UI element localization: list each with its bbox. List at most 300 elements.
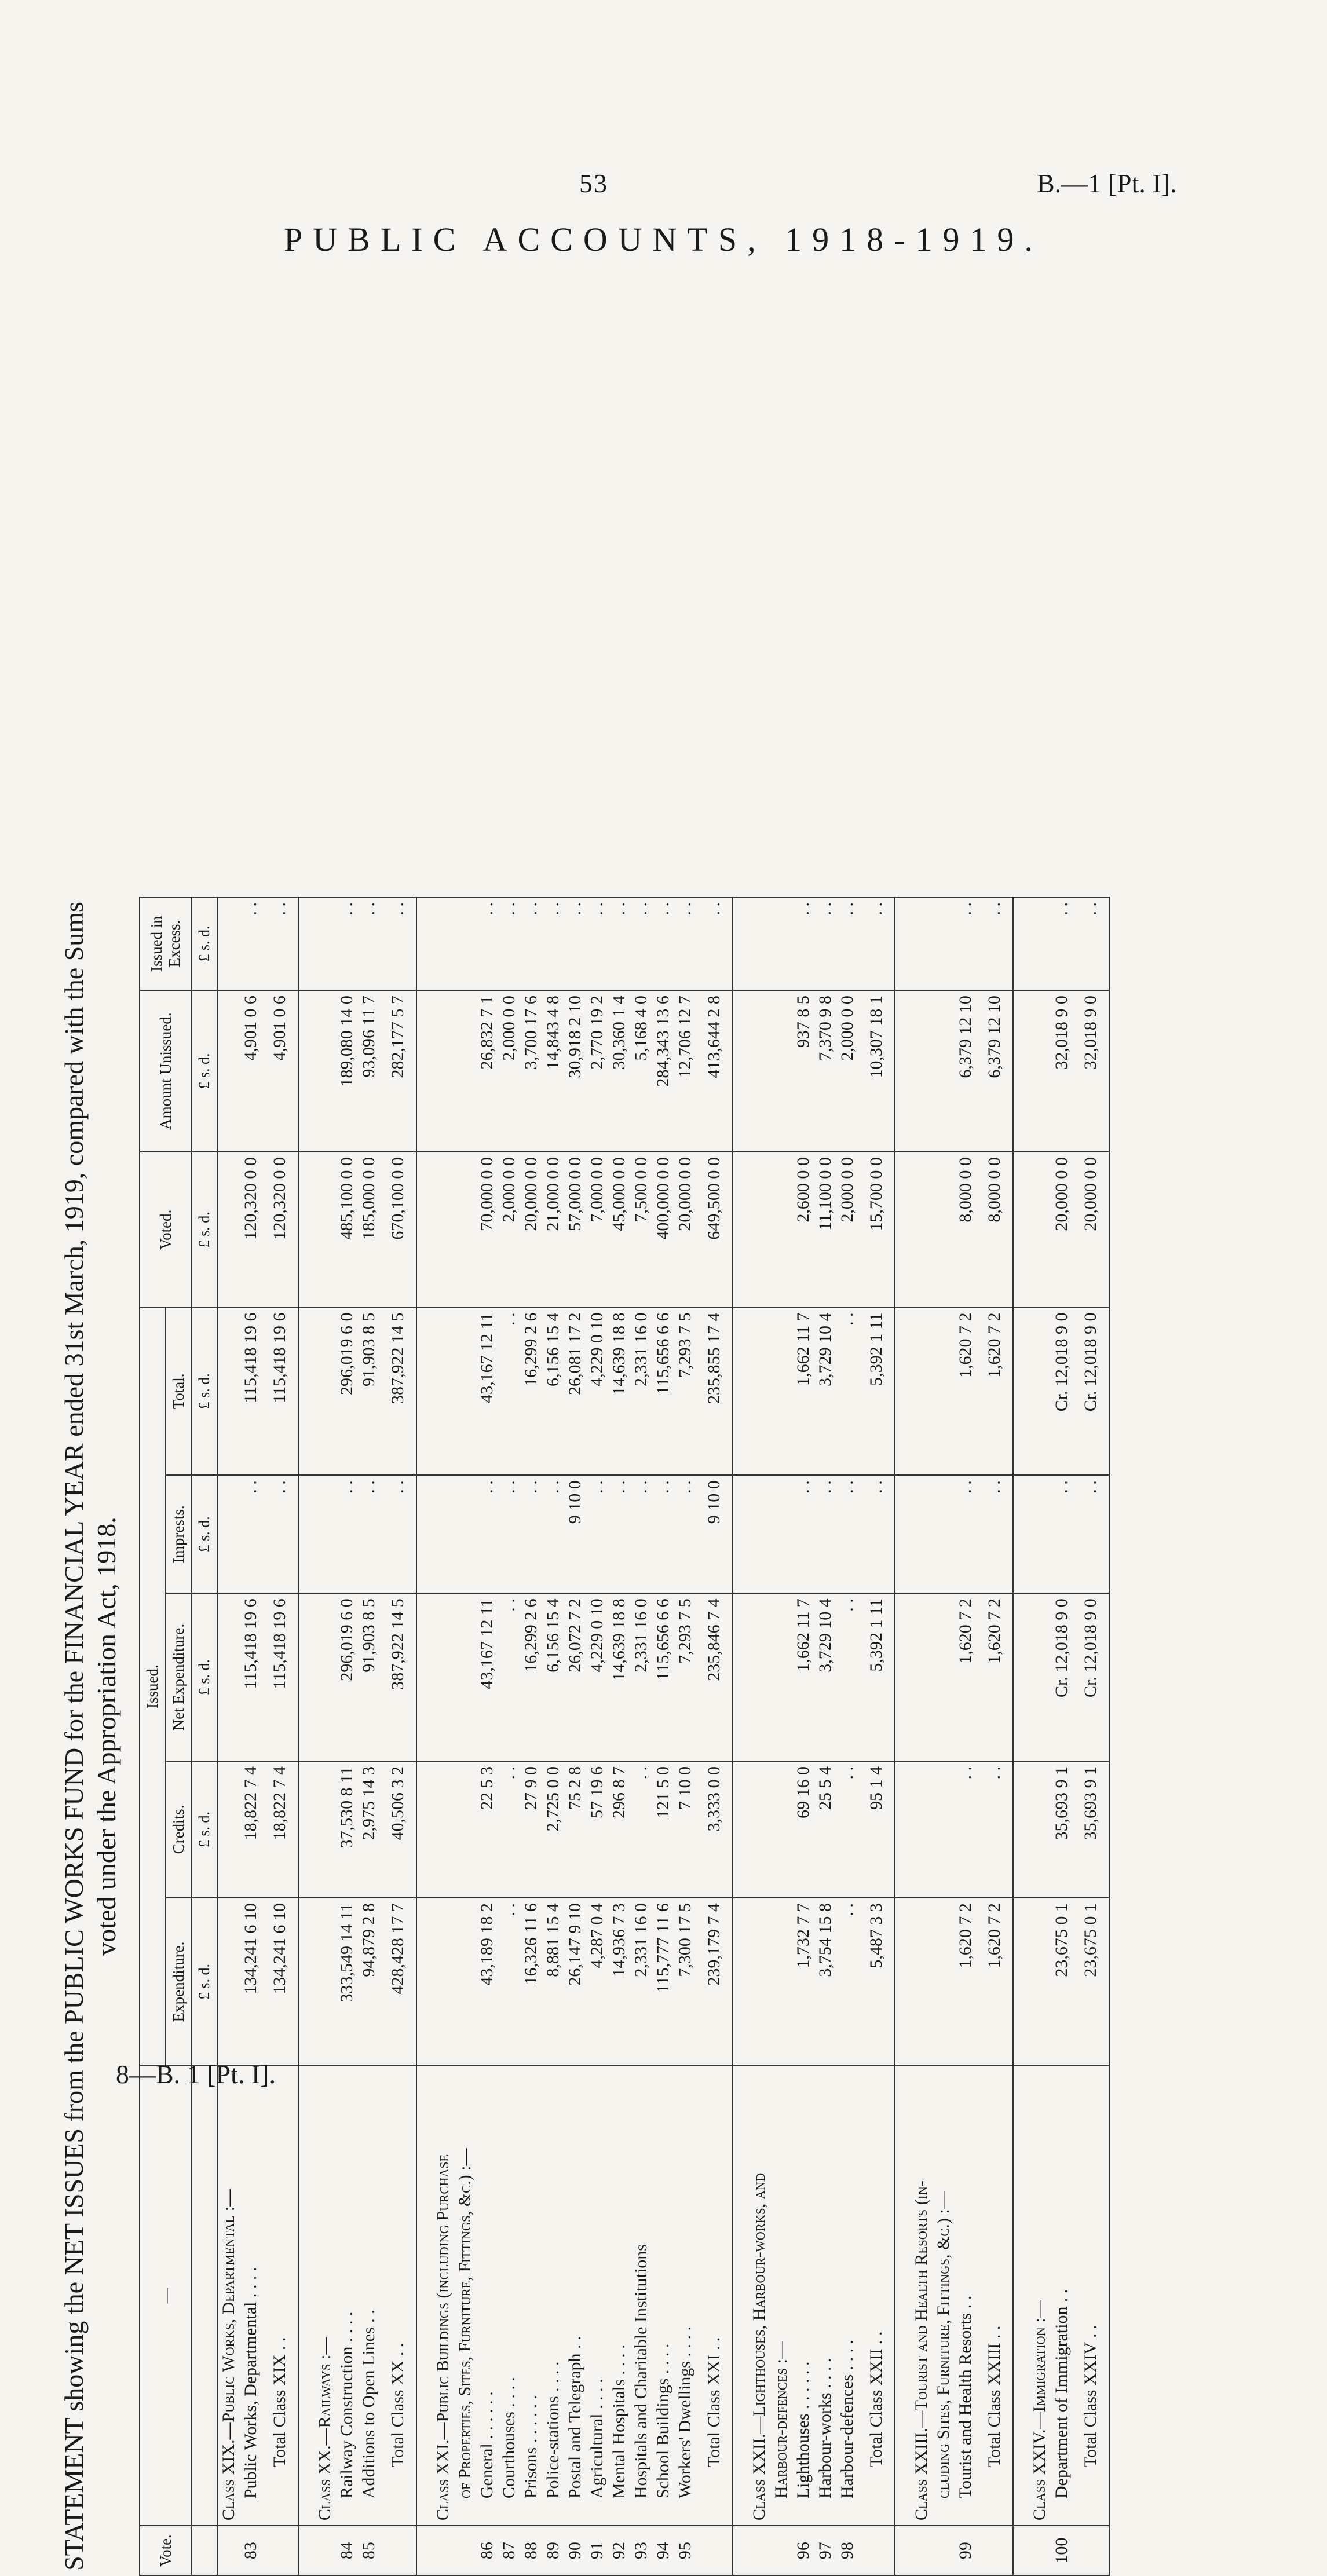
net-expenditure-cell: . .: [498, 1593, 520, 1761]
unissued-cell: 3,700 17 6: [520, 990, 542, 1152]
empty-cell: [770, 990, 792, 1152]
table-row: [608, 897, 630, 2575]
empty-cell: [748, 897, 770, 990]
net-expenditure-cell: . .: [836, 1593, 858, 1761]
class-heading-row: [770, 897, 792, 2575]
table-row: [630, 897, 652, 2575]
spacer-cell: [298, 1475, 314, 1593]
voted-cell: 15,700 0 0: [858, 1152, 895, 1307]
rotated-statement: [58, 897, 1187, 2576]
spacer-cell: [733, 1593, 748, 1761]
vote-number: 99: [955, 2526, 977, 2575]
total-label: Total Class XXIII . .: [977, 2066, 1013, 2526]
unissued-cell: 282,177 5 7: [380, 990, 416, 1152]
excess-cell: . .: [262, 897, 298, 990]
empty-cell: [933, 1898, 955, 2066]
excess-cell: . .: [955, 897, 977, 990]
voted-cell: 120,320 0 0: [240, 1152, 262, 1307]
vote-number: 94: [652, 2526, 674, 2575]
imprests-cell: . .: [792, 1475, 814, 1593]
spacer-cell: [895, 2066, 911, 2526]
empty-cell: [217, 1307, 240, 1475]
credits-cell: 25 5 4: [814, 1761, 836, 1898]
table-row: [674, 897, 696, 2575]
spacer-row: [298, 897, 314, 2575]
unissued-cell: 30,918 2 10: [564, 990, 586, 1152]
unissued-cell: 2,770 19 2: [586, 990, 608, 1152]
net-expenditure-cell: 115,418 19 6: [262, 1593, 298, 1761]
imprests-cell: . .: [674, 1475, 696, 1593]
vote-cell: [432, 2526, 454, 2575]
imprests-cell: . .: [955, 1475, 977, 1593]
imprests-cell: . .: [652, 1475, 674, 1593]
spacer-cell: [298, 990, 314, 1152]
empty-cell: [1029, 1761, 1051, 1898]
voted-cell: 20,000 0 0: [520, 1152, 542, 1307]
class-heading: Class XXII.—Lighthouses, Harbour-works, and: [748, 2066, 770, 2526]
spacer-cell: [895, 2526, 911, 2575]
imprests-cell: . .: [336, 1475, 358, 1593]
total-cell: . .: [498, 1307, 520, 1475]
unissued-cell: 937 8 5: [792, 990, 814, 1152]
voted-cell: 20,000 0 0: [674, 1152, 696, 1307]
spacer-cell: [1013, 1152, 1029, 1307]
empty-cell: [432, 1152, 454, 1307]
net-expenditure-cell: 7,293 7 5: [674, 1593, 696, 1761]
credits-cell: 75 2 8: [564, 1761, 586, 1898]
item-description: Agricultural . . . .: [586, 2066, 608, 2526]
spacer-cell: [416, 2526, 432, 2575]
total-row: [977, 897, 1013, 2575]
empty-cell: [933, 897, 955, 990]
item-description: Prisons . . . . . .: [520, 2066, 542, 2526]
excess-cell: . .: [336, 897, 358, 990]
expenditure-cell: 1,620 7 2: [977, 1898, 1013, 2066]
expenditure-cell: 1,732 7 7: [792, 1898, 814, 2066]
credits-cell: 2,725 0 0: [542, 1761, 564, 1898]
total-cell: 1,620 7 2: [977, 1307, 1013, 1475]
spacer-cell: [416, 1898, 432, 2066]
vote-number: [380, 2526, 416, 2575]
imprests-cell: . .: [836, 1475, 858, 1593]
table-row: [955, 897, 977, 2575]
empty-cell: [454, 1475, 476, 1593]
total-cell: 387,922 14 5: [380, 1307, 416, 1475]
empty-cell: [432, 1761, 454, 1898]
empty-cell: [314, 897, 336, 990]
spacer-cell: [1013, 897, 1029, 990]
vote-number: 100: [1051, 2526, 1073, 2575]
total-cell: . .: [836, 1307, 858, 1475]
excess-cell: . .: [358, 897, 380, 990]
empty-cell: [432, 1475, 454, 1593]
table-row: [476, 897, 498, 2575]
item-description: Department of Immigration . .: [1051, 2066, 1073, 2526]
voted-cell: 670,100 0 0: [380, 1152, 416, 1307]
credits-cell: 18,822 7 4: [240, 1761, 262, 1898]
table-row: [1051, 897, 1073, 2575]
excess-cell: . .: [792, 897, 814, 990]
imprests-cell: . .: [858, 1475, 895, 1593]
total-cell: 16,299 2 6: [520, 1307, 542, 1475]
empty-cell: [314, 1593, 336, 1761]
empty-cell: [454, 1307, 476, 1475]
imprests-cell: . .: [586, 1475, 608, 1593]
total-cell: 115,656 6 6: [652, 1307, 674, 1475]
vote-cell: [770, 2526, 792, 2575]
item-description: Harbour-works . . . .: [814, 2066, 836, 2526]
net-expenditure-cell: 235,846 7 4: [696, 1593, 733, 1761]
total-cell: 115,418 19 6: [240, 1307, 262, 1475]
voted-cell: 70,000 0 0: [476, 1152, 498, 1307]
spacer-cell: [895, 1307, 911, 1475]
spacer-cell: [895, 990, 911, 1152]
class-heading-row: [911, 897, 933, 2575]
item-description: Hospitals and Charitable Institutions: [630, 2066, 652, 2526]
credits-cell: . .: [498, 1761, 520, 1898]
excess-cell: . .: [476, 897, 498, 990]
excess-cell: . .: [836, 897, 858, 990]
excess-cell: . .: [858, 897, 895, 990]
vote-number: 89: [542, 2526, 564, 2575]
side-note: 8—B. 1 [Pt. I].: [116, 2059, 276, 2089]
vote-number: 96: [792, 2526, 814, 2575]
empty-cell: [911, 990, 933, 1152]
total-cell: 26,081 17 2: [564, 1307, 586, 1475]
voted-cell: 7,000 0 0: [586, 1152, 608, 1307]
excess-cell: . .: [814, 897, 836, 990]
item-description: School Buildings . . . .: [652, 2066, 674, 2526]
total-cell: 296,019 6 0: [336, 1307, 358, 1475]
class-heading-row: [1029, 897, 1051, 2575]
spacer-cell: [298, 1761, 314, 1898]
voted-cell: 45,000 0 0: [608, 1152, 630, 1307]
vote-cell: [314, 2526, 336, 2575]
excess-cell: . .: [498, 897, 520, 990]
empty-cell: [933, 1152, 955, 1307]
excess-cell: . .: [1051, 897, 1073, 990]
spacer-row: [895, 897, 911, 2575]
unissued-cell: 2,000 0 0: [498, 990, 520, 1152]
spacer-row: [1013, 897, 1029, 2575]
header-net-expenditure: Net Expenditure.: [166, 1593, 192, 1761]
vote-number: 84: [336, 2526, 358, 2575]
empty-cell: [933, 990, 955, 1152]
net-expenditure-cell: 1,620 7 2: [977, 1593, 1013, 1761]
total-row: [380, 897, 416, 2575]
unissued-cell: 6,379 12 10: [977, 990, 1013, 1152]
vote-cell: [217, 2526, 240, 2575]
unissued-cell: 2,000 0 0: [836, 990, 858, 1152]
empty-cell: [911, 1593, 933, 1761]
voted-cell: 185,000 0 0: [358, 1152, 380, 1307]
unissued-cell: 10,307 18 1: [858, 990, 895, 1152]
class-heading: of Properties, Sites, Furniture, Fittings, &c.) :—: [454, 2066, 476, 2526]
unissued-cell: 12,706 12 7: [674, 990, 696, 1152]
vote-cell: [454, 2526, 476, 2575]
empty-cell: [454, 1898, 476, 2066]
empty-cell: [432, 1307, 454, 1475]
unissued-cell: 413,644 2 8: [696, 990, 733, 1152]
expenditure-cell: 23,675 0 1: [1051, 1898, 1073, 2066]
header-voted: Voted.: [140, 1152, 192, 1307]
empty-cell: [770, 897, 792, 990]
credits-cell: . .: [955, 1761, 977, 1898]
page-number: 53: [579, 169, 608, 198]
spacer-cell: [733, 1761, 748, 1898]
unissued-cell: 26,832 7 1: [476, 990, 498, 1152]
excess-cell: . .: [520, 897, 542, 990]
credits-cell: . .: [630, 1761, 652, 1898]
voted-cell: 57,000 0 0: [564, 1152, 586, 1307]
credits-cell: 40,506 3 2: [380, 1761, 416, 1898]
class-heading: cluding Sites, Furniture, Fittings, &c.) :—: [933, 2066, 955, 2526]
expenditure-cell: . .: [836, 1898, 858, 2066]
table-row: [652, 897, 674, 2575]
voted-cell: 2,000 0 0: [836, 1152, 858, 1307]
total-cell: 91,903 8 5: [358, 1307, 380, 1475]
vote-number: [977, 2526, 1013, 2575]
voted-cell: 8,000 0 0: [955, 1152, 977, 1307]
table-row: [792, 897, 814, 2575]
class-heading-row: [748, 897, 770, 2575]
spacer-cell: [895, 897, 911, 990]
empty-cell: [217, 1898, 240, 2066]
vote-number: [1073, 2526, 1109, 2575]
total-cell: 1,620 7 2: [955, 1307, 977, 1475]
table-row: [542, 897, 564, 2575]
statement-heading: [58, 897, 123, 2576]
empty-cell: [1029, 1475, 1051, 1593]
item-description: Police-stations . . . .: [542, 2066, 564, 2526]
net-expenditure-cell: 91,903 8 5: [358, 1593, 380, 1761]
unissued-cell: 7,370 9 8: [814, 990, 836, 1152]
empty-cell: [770, 1152, 792, 1307]
net-expenditure-cell: 14,639 18 8: [608, 1593, 630, 1761]
spacer-cell: [895, 1898, 911, 2066]
credits-cell: 18,822 7 4: [262, 1761, 298, 1898]
total-cell: Cr. 12,018 9 0: [1073, 1307, 1109, 1475]
imprests-cell: . .: [358, 1475, 380, 1593]
vote-number: 87: [498, 2526, 520, 2575]
header-issued: Issued.: [140, 1307, 166, 2065]
total-row: [1073, 897, 1109, 2575]
units-cell: £ s. d.: [192, 1152, 217, 1307]
expenditure-cell: 2,331 16 0: [630, 1898, 652, 2066]
credits-cell: 7 10 0: [674, 1761, 696, 1898]
class-heading-row: [432, 897, 454, 2575]
header-credits: Credits.: [166, 1761, 192, 1898]
expenditure-cell: 94,879 2 8: [358, 1898, 380, 2066]
unissued-cell: 189,080 14 0: [336, 990, 358, 1152]
imprests-cell: . .: [476, 1475, 498, 1593]
excess-cell: . .: [977, 897, 1013, 990]
unissued-cell: 32,018 9 0: [1073, 990, 1109, 1152]
total-row: [262, 897, 298, 2575]
spacer-cell: [895, 1593, 911, 1761]
vote-number: 97: [814, 2526, 836, 2575]
net-expenditure-cell: 3,729 10 4: [814, 1593, 836, 1761]
empty-cell: [454, 1593, 476, 1761]
empty-cell: [454, 1152, 476, 1307]
voted-cell: 2,000 0 0: [498, 1152, 520, 1307]
total-row: [696, 897, 733, 2575]
total-label: Total Class XXIV . .: [1073, 2066, 1109, 2526]
net-expenditure-cell: Cr. 12,018 9 0: [1051, 1593, 1073, 1761]
spacer-cell: [416, 1475, 432, 1593]
credits-cell: 35,693 9 1: [1051, 1761, 1073, 1898]
empty-cell: [1029, 1152, 1051, 1307]
empty-cell: [432, 990, 454, 1152]
expenditure-cell: 43,189 18 2: [476, 1898, 498, 2066]
expenditure-cell: 8,881 15 4: [542, 1898, 564, 2066]
imprests-cell: . .: [814, 1475, 836, 1593]
empty-cell: [432, 897, 454, 990]
spacer-cell: [298, 1898, 314, 2066]
spacer-cell: [298, 2066, 314, 2526]
net-expenditure-cell: 1,620 7 2: [955, 1593, 977, 1761]
total-row: [858, 897, 895, 2575]
credits-cell: 27 9 0: [520, 1761, 542, 1898]
total-cell: 4,229 0 10: [586, 1307, 608, 1475]
expenditure-cell: 7,300 17 5: [674, 1898, 696, 2066]
item-description: Lighthouses . . . . . .: [792, 2066, 814, 2526]
spacer-cell: [1013, 1761, 1029, 1898]
imprests-cell: . .: [630, 1475, 652, 1593]
excess-cell: . .: [630, 897, 652, 990]
expenditure-cell: 4,287 0 4: [586, 1898, 608, 2066]
header-imprests: Imprests.: [166, 1475, 192, 1593]
table-row: [498, 897, 520, 2575]
units-cell: £ s. d.: [192, 1898, 217, 2066]
expenditure-cell: 5,487 3 3: [858, 1898, 895, 2066]
vote-number: 95: [674, 2526, 696, 2575]
expenditure-cell: 428,428 17 7: [380, 1898, 416, 2066]
credits-cell: 121 5 0: [652, 1761, 674, 1898]
empty-cell: [911, 1761, 933, 1898]
imprests-cell: . .: [520, 1475, 542, 1593]
table-row: [336, 897, 358, 2575]
empty-cell: [911, 1898, 933, 2066]
empty-cell: [933, 1761, 955, 1898]
voted-cell: 485,100 0 0: [336, 1152, 358, 1307]
spacer-cell: [1013, 2066, 1029, 2526]
empty-cell: [217, 897, 240, 990]
net-expenditure-cell: 115,418 19 6: [240, 1593, 262, 1761]
vote-number: 92: [608, 2526, 630, 2575]
vote-number: 98: [836, 2526, 858, 2575]
credits-cell: 296 8 7: [608, 1761, 630, 1898]
net-expenditure-cell: 115,656 6 6: [652, 1593, 674, 1761]
expenditure-cell: 23,675 0 1: [1073, 1898, 1109, 2066]
unissued-cell: 6,379 12 10: [955, 990, 977, 1152]
class-heading: Class XXIII.—Tourist and Health Resorts (in-: [911, 2066, 933, 2526]
total-label: Total Class XXI . .: [696, 2066, 733, 2526]
voted-cell: 649,500 0 0: [696, 1152, 733, 1307]
item-description: Courthouses . . . .: [498, 2066, 520, 2526]
empty-cell: [314, 990, 336, 1152]
net-expenditure-cell: Cr. 12,018 9 0: [1073, 1593, 1109, 1761]
spacer-cell: [1013, 1593, 1029, 1761]
spacer-cell: [416, 990, 432, 1152]
header-vote: Vote.: [140, 2526, 192, 2575]
empty-cell: [748, 990, 770, 1152]
expenditure-cell: 115,777 11 6: [652, 1898, 674, 2066]
vote-number: 83: [240, 2526, 262, 2575]
total-cell: 235,855 17 4: [696, 1307, 733, 1475]
total-cell: Cr. 12,018 9 0: [1051, 1307, 1073, 1475]
total-label: Total Class XIX . .: [262, 2066, 298, 2526]
net-expenditure-cell: 43,167 12 11: [476, 1593, 498, 1761]
empty-cell: [1029, 990, 1051, 1152]
excess-cell: . .: [564, 897, 586, 990]
spacer-cell: [895, 1152, 911, 1307]
imprests-cell: 9 10 0: [696, 1475, 733, 1593]
imprests-cell: . .: [542, 1475, 564, 1593]
expenditure-cell: 239,179 7 4: [696, 1898, 733, 2066]
empty-cell: [911, 1152, 933, 1307]
class-heading-row: [314, 897, 336, 2575]
net-expenditure-cell: 26,072 7 2: [564, 1593, 586, 1761]
unissued-cell: 32,018 9 0: [1051, 990, 1073, 1152]
vote-cell: [1029, 2526, 1051, 2575]
excess-cell: . .: [608, 897, 630, 990]
total-cell: 14,639 18 8: [608, 1307, 630, 1475]
spacer-cell: [733, 2066, 748, 2526]
table-row: [836, 897, 858, 2575]
unissued-cell: 4,901 0 6: [262, 990, 298, 1152]
imprests-cell: . .: [1073, 1475, 1109, 1593]
empty-cell: [933, 1593, 955, 1761]
total-cell: 7,293 7 5: [674, 1307, 696, 1475]
credits-cell: 22 5 3: [476, 1761, 498, 1898]
empty-cell: [748, 1475, 770, 1593]
table-row: [240, 897, 262, 2575]
unissued-cell: 4,901 0 6: [240, 990, 262, 1152]
empty-cell: [1029, 897, 1051, 990]
total-cell: 5,392 1 11: [858, 1307, 895, 1475]
header-total: Total.: [166, 1307, 192, 1475]
total-cell: 43,167 12 11: [476, 1307, 498, 1475]
spacer-cell: [733, 1152, 748, 1307]
empty-cell: [1029, 1593, 1051, 1761]
vote-number: 93: [630, 2526, 652, 2575]
voted-cell: 2,600 0 0: [792, 1152, 814, 1307]
voted-cell: 20,000 0 0: [1051, 1152, 1073, 1307]
expenditure-cell: 14,936 7 3: [608, 1898, 630, 2066]
header-unissued: Amount Unissued.: [140, 990, 192, 1152]
empty-cell: [454, 897, 476, 990]
spacer-cell: [733, 1307, 748, 1475]
excess-cell: . .: [240, 897, 262, 990]
empty-cell: [748, 1307, 770, 1475]
net-expenditure-cell: 387,922 14 5: [380, 1593, 416, 1761]
credits-cell: 35,693 9 1: [1073, 1761, 1109, 1898]
expenditure-cell: 333,549 14 11: [336, 1898, 358, 2066]
credits-cell: 95 1 4: [858, 1761, 895, 1898]
spacer-cell: [298, 1307, 314, 1475]
credits-cell: 37,530 8 11: [336, 1761, 358, 1898]
imprests-cell: 9 10 0: [564, 1475, 586, 1593]
expenditure-cell: 3,754 15 8: [814, 1898, 836, 2066]
empty-cell: [748, 1761, 770, 1898]
class-heading-row: [217, 897, 240, 2575]
empty-cell: [217, 990, 240, 1152]
spacer-cell: [1013, 1898, 1029, 2066]
units-cell: £ s. d.: [192, 1475, 217, 1593]
voted-cell: 400,000 0 0: [652, 1152, 674, 1307]
vote-number: 85: [358, 2526, 380, 2575]
